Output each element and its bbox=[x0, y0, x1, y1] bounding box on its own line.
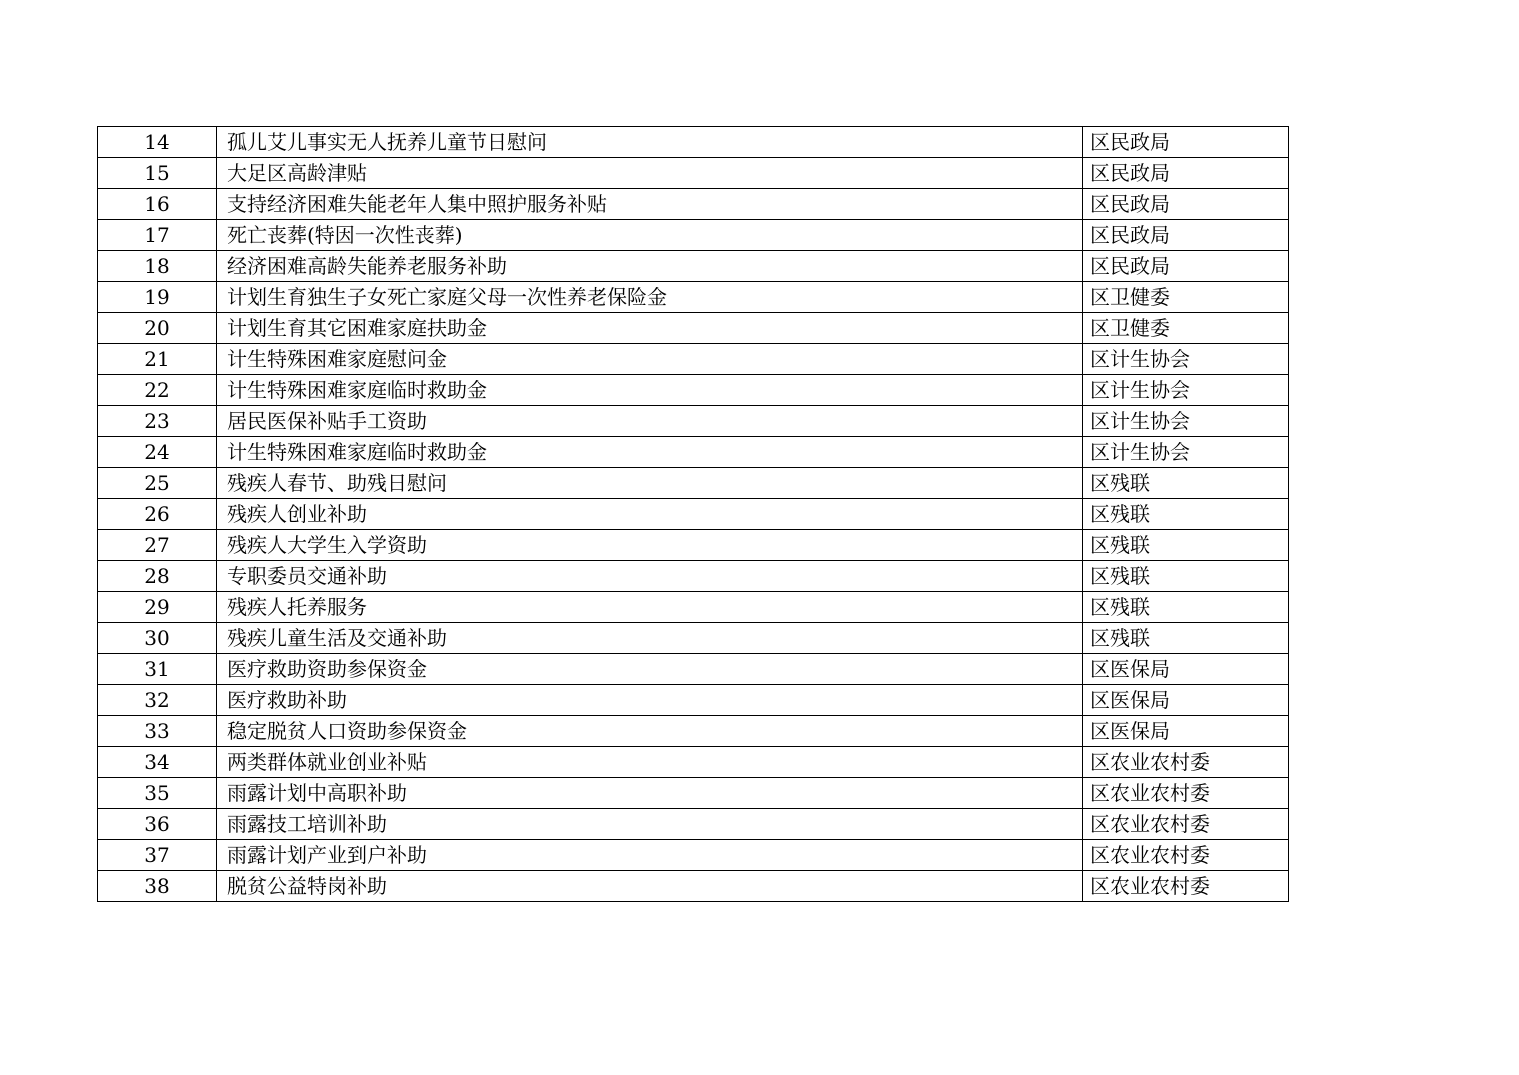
row-department-cell bbox=[1083, 654, 1289, 685]
row-item-cell bbox=[217, 344, 1083, 375]
table-row bbox=[98, 778, 1289, 809]
table-row bbox=[98, 871, 1289, 902]
table-row bbox=[98, 406, 1289, 437]
row-number-cell bbox=[98, 158, 217, 189]
row-department: 区计生协会 bbox=[1090, 347, 1190, 371]
row-department: 区医保局 bbox=[1090, 688, 1170, 712]
row-item-name: 医疗救助资助参保资金 bbox=[227, 657, 427, 681]
table-row bbox=[98, 499, 1289, 530]
row-number: 14 bbox=[144, 130, 170, 154]
row-number: 16 bbox=[144, 192, 170, 216]
row-department: 区计生协会 bbox=[1090, 409, 1190, 433]
row-number: 23 bbox=[144, 409, 170, 433]
row-number: 24 bbox=[144, 440, 170, 464]
row-item-name: 稳定脱贫人口资助参保资金 bbox=[227, 719, 467, 743]
row-item-cell bbox=[217, 437, 1083, 468]
table-row bbox=[98, 685, 1289, 716]
row-number: 18 bbox=[144, 254, 170, 278]
row-number: 27 bbox=[144, 533, 170, 557]
row-department: 区卫健委 bbox=[1090, 316, 1170, 340]
table-row bbox=[98, 251, 1289, 282]
row-department: 区农业农村委 bbox=[1090, 781, 1210, 805]
row-department: 区民政局 bbox=[1090, 192, 1170, 216]
row-number-cell bbox=[98, 716, 217, 747]
table-row bbox=[98, 561, 1289, 592]
row-item-name: 残疾儿童生活及交通补助 bbox=[227, 626, 447, 650]
row-item-name: 计划生育独生子女死亡家庭父母一次性养老保险金 bbox=[227, 285, 667, 309]
row-department: 区计生协会 bbox=[1090, 378, 1190, 402]
row-department: 区残联 bbox=[1090, 533, 1150, 557]
row-item-name: 专职委员交通补助 bbox=[227, 564, 387, 588]
row-number-cell bbox=[98, 778, 217, 809]
row-number: 25 bbox=[144, 471, 170, 495]
row-number: 29 bbox=[144, 595, 170, 619]
row-item-cell bbox=[217, 468, 1083, 499]
row-department-cell bbox=[1083, 685, 1289, 716]
row-number-cell bbox=[98, 220, 217, 251]
row-number-cell bbox=[98, 499, 217, 530]
row-item-name: 雨露技工培训补助 bbox=[227, 812, 387, 836]
table-row bbox=[98, 747, 1289, 778]
row-item-cell bbox=[217, 685, 1083, 716]
row-item-name: 脱贫公益特岗补助 bbox=[227, 874, 387, 898]
row-number-cell bbox=[98, 282, 217, 313]
row-number: 36 bbox=[144, 812, 170, 836]
row-department-cell bbox=[1083, 189, 1289, 220]
row-item-name: 支持经济困难失能老年人集中照护服务补贴 bbox=[227, 192, 607, 216]
row-number-cell bbox=[98, 127, 217, 158]
row-number: 21 bbox=[144, 347, 170, 371]
row-item-cell bbox=[217, 747, 1083, 778]
row-item-name: 计生特殊困难家庭临时救助金 bbox=[227, 440, 487, 464]
row-number-cell bbox=[98, 189, 217, 220]
table-row bbox=[98, 375, 1289, 406]
row-number: 15 bbox=[144, 161, 170, 185]
table-row bbox=[98, 189, 1289, 220]
table-row bbox=[98, 313, 1289, 344]
row-item-name: 残疾人创业补助 bbox=[227, 502, 367, 526]
row-department-cell bbox=[1083, 530, 1289, 561]
row-department: 区残联 bbox=[1090, 471, 1150, 495]
row-item-cell bbox=[217, 871, 1083, 902]
row-number: 30 bbox=[144, 626, 170, 650]
row-number-cell bbox=[98, 623, 217, 654]
row-department-cell bbox=[1083, 282, 1289, 313]
row-department: 区农业农村委 bbox=[1090, 843, 1210, 867]
row-item-cell bbox=[217, 499, 1083, 530]
row-department: 区民政局 bbox=[1090, 161, 1170, 185]
row-item-cell bbox=[217, 220, 1083, 251]
table-row bbox=[98, 809, 1289, 840]
row-number: 28 bbox=[144, 564, 170, 588]
row-number: 19 bbox=[144, 285, 170, 309]
row-number: 31 bbox=[144, 657, 170, 681]
row-item-cell bbox=[217, 282, 1083, 313]
row-number-cell bbox=[98, 375, 217, 406]
row-department: 区民政局 bbox=[1090, 130, 1170, 154]
row-department: 区卫健委 bbox=[1090, 285, 1170, 309]
row-item-name: 残疾人大学生入学资助 bbox=[227, 533, 427, 557]
row-item-name: 雨露计划中高职补助 bbox=[227, 781, 407, 805]
row-item-cell bbox=[217, 127, 1083, 158]
row-item-name: 计划生育其它困难家庭扶助金 bbox=[227, 316, 487, 340]
row-department-cell bbox=[1083, 747, 1289, 778]
row-department-cell bbox=[1083, 592, 1289, 623]
row-department: 区计生协会 bbox=[1090, 440, 1190, 464]
row-item-cell bbox=[217, 561, 1083, 592]
table-row bbox=[98, 623, 1289, 654]
row-item-cell bbox=[217, 592, 1083, 623]
row-department: 区残联 bbox=[1090, 626, 1150, 650]
row-number: 34 bbox=[144, 750, 170, 774]
row-item-cell bbox=[217, 530, 1083, 561]
row-item-name: 计生特殊困难家庭慰问金 bbox=[227, 347, 447, 371]
row-item-cell bbox=[217, 778, 1083, 809]
row-item-name: 医疗救助补助 bbox=[227, 688, 347, 712]
row-department: 区民政局 bbox=[1090, 223, 1170, 247]
row-number-cell bbox=[98, 251, 217, 282]
row-item-name: 居民医保补贴手工资助 bbox=[227, 409, 427, 433]
table-row bbox=[98, 282, 1289, 313]
row-department: 区农业农村委 bbox=[1090, 874, 1210, 898]
row-item-name: 残疾人托养服务 bbox=[227, 595, 367, 619]
row-item-name: 经济困难高龄失能养老服务补助 bbox=[227, 254, 507, 278]
row-number: 22 bbox=[144, 378, 170, 402]
table-row bbox=[98, 437, 1289, 468]
row-department: 区医保局 bbox=[1090, 657, 1170, 681]
row-department-cell bbox=[1083, 623, 1289, 654]
row-number-cell bbox=[98, 437, 217, 468]
row-department-cell bbox=[1083, 251, 1289, 282]
row-item-name: 孤儿艾儿事实无人抚养儿童节日慰问 bbox=[227, 130, 547, 154]
row-number-cell bbox=[98, 344, 217, 375]
row-department: 区残联 bbox=[1090, 502, 1150, 526]
row-number: 35 bbox=[144, 781, 170, 805]
row-number-cell bbox=[98, 561, 217, 592]
row-item-cell bbox=[217, 189, 1083, 220]
row-department-cell bbox=[1083, 375, 1289, 406]
row-department: 区残联 bbox=[1090, 595, 1150, 619]
row-number-cell bbox=[98, 747, 217, 778]
row-item-cell bbox=[217, 716, 1083, 747]
row-item-name: 计生特殊困难家庭临时救助金 bbox=[227, 378, 487, 402]
row-number-cell bbox=[98, 530, 217, 561]
row-department-cell bbox=[1083, 406, 1289, 437]
row-department-cell bbox=[1083, 499, 1289, 530]
row-department-cell bbox=[1083, 871, 1289, 902]
row-department: 区农业农村委 bbox=[1090, 750, 1210, 774]
row-department-cell bbox=[1083, 127, 1289, 158]
row-department-cell bbox=[1083, 840, 1289, 871]
row-number-cell bbox=[98, 313, 217, 344]
row-department: 区残联 bbox=[1090, 564, 1150, 588]
row-number-cell bbox=[98, 654, 217, 685]
row-item-cell bbox=[217, 623, 1083, 654]
table-row bbox=[98, 654, 1289, 685]
row-number: 26 bbox=[144, 502, 170, 526]
table-row bbox=[98, 530, 1289, 561]
row-item-cell bbox=[217, 375, 1083, 406]
table-row bbox=[98, 220, 1289, 251]
table-row bbox=[98, 127, 1289, 158]
subsidy-items-table bbox=[97, 126, 1289, 902]
row-item-name: 两类群体就业创业补贴 bbox=[227, 750, 427, 774]
row-number-cell bbox=[98, 406, 217, 437]
row-department-cell bbox=[1083, 220, 1289, 251]
row-item-name: 残疾人春节、助残日慰问 bbox=[227, 471, 447, 495]
row-department-cell bbox=[1083, 778, 1289, 809]
row-department-cell bbox=[1083, 809, 1289, 840]
row-department: 区农业农村委 bbox=[1090, 812, 1210, 836]
row-number-cell bbox=[98, 468, 217, 499]
row-department-cell bbox=[1083, 716, 1289, 747]
row-department-cell bbox=[1083, 344, 1289, 375]
row-department-cell bbox=[1083, 468, 1289, 499]
row-number: 38 bbox=[144, 874, 170, 898]
table-body bbox=[98, 127, 1289, 902]
row-number: 33 bbox=[144, 719, 170, 743]
table-row bbox=[98, 344, 1289, 375]
table-row bbox=[98, 592, 1289, 623]
row-department-cell bbox=[1083, 561, 1289, 592]
table-row bbox=[98, 468, 1289, 499]
row-number-cell bbox=[98, 809, 217, 840]
row-item-name: 死亡丧葬(特因一次性丧葬) bbox=[227, 223, 463, 247]
row-item-cell bbox=[217, 406, 1083, 437]
row-item-cell bbox=[217, 809, 1083, 840]
row-number: 20 bbox=[144, 316, 170, 340]
row-department: 区民政局 bbox=[1090, 254, 1170, 278]
row-number-cell bbox=[98, 840, 217, 871]
row-number: 32 bbox=[144, 688, 170, 712]
row-item-name: 大足区高龄津贴 bbox=[227, 161, 367, 185]
table-row bbox=[98, 158, 1289, 189]
row-number-cell bbox=[98, 685, 217, 716]
row-department-cell bbox=[1083, 437, 1289, 468]
table-row bbox=[98, 716, 1289, 747]
row-number: 17 bbox=[144, 223, 170, 247]
row-item-cell bbox=[217, 840, 1083, 871]
row-number: 37 bbox=[144, 843, 170, 867]
row-department: 区医保局 bbox=[1090, 719, 1170, 743]
row-department-cell bbox=[1083, 158, 1289, 189]
row-item-cell bbox=[217, 313, 1083, 344]
row-number-cell bbox=[98, 871, 217, 902]
row-item-name: 雨露计划产业到户补助 bbox=[227, 843, 427, 867]
row-item-cell bbox=[217, 654, 1083, 685]
row-department-cell bbox=[1083, 313, 1289, 344]
row-item-cell bbox=[217, 158, 1083, 189]
row-number-cell bbox=[98, 592, 217, 623]
row-item-cell bbox=[217, 251, 1083, 282]
table-row bbox=[98, 840, 1289, 871]
